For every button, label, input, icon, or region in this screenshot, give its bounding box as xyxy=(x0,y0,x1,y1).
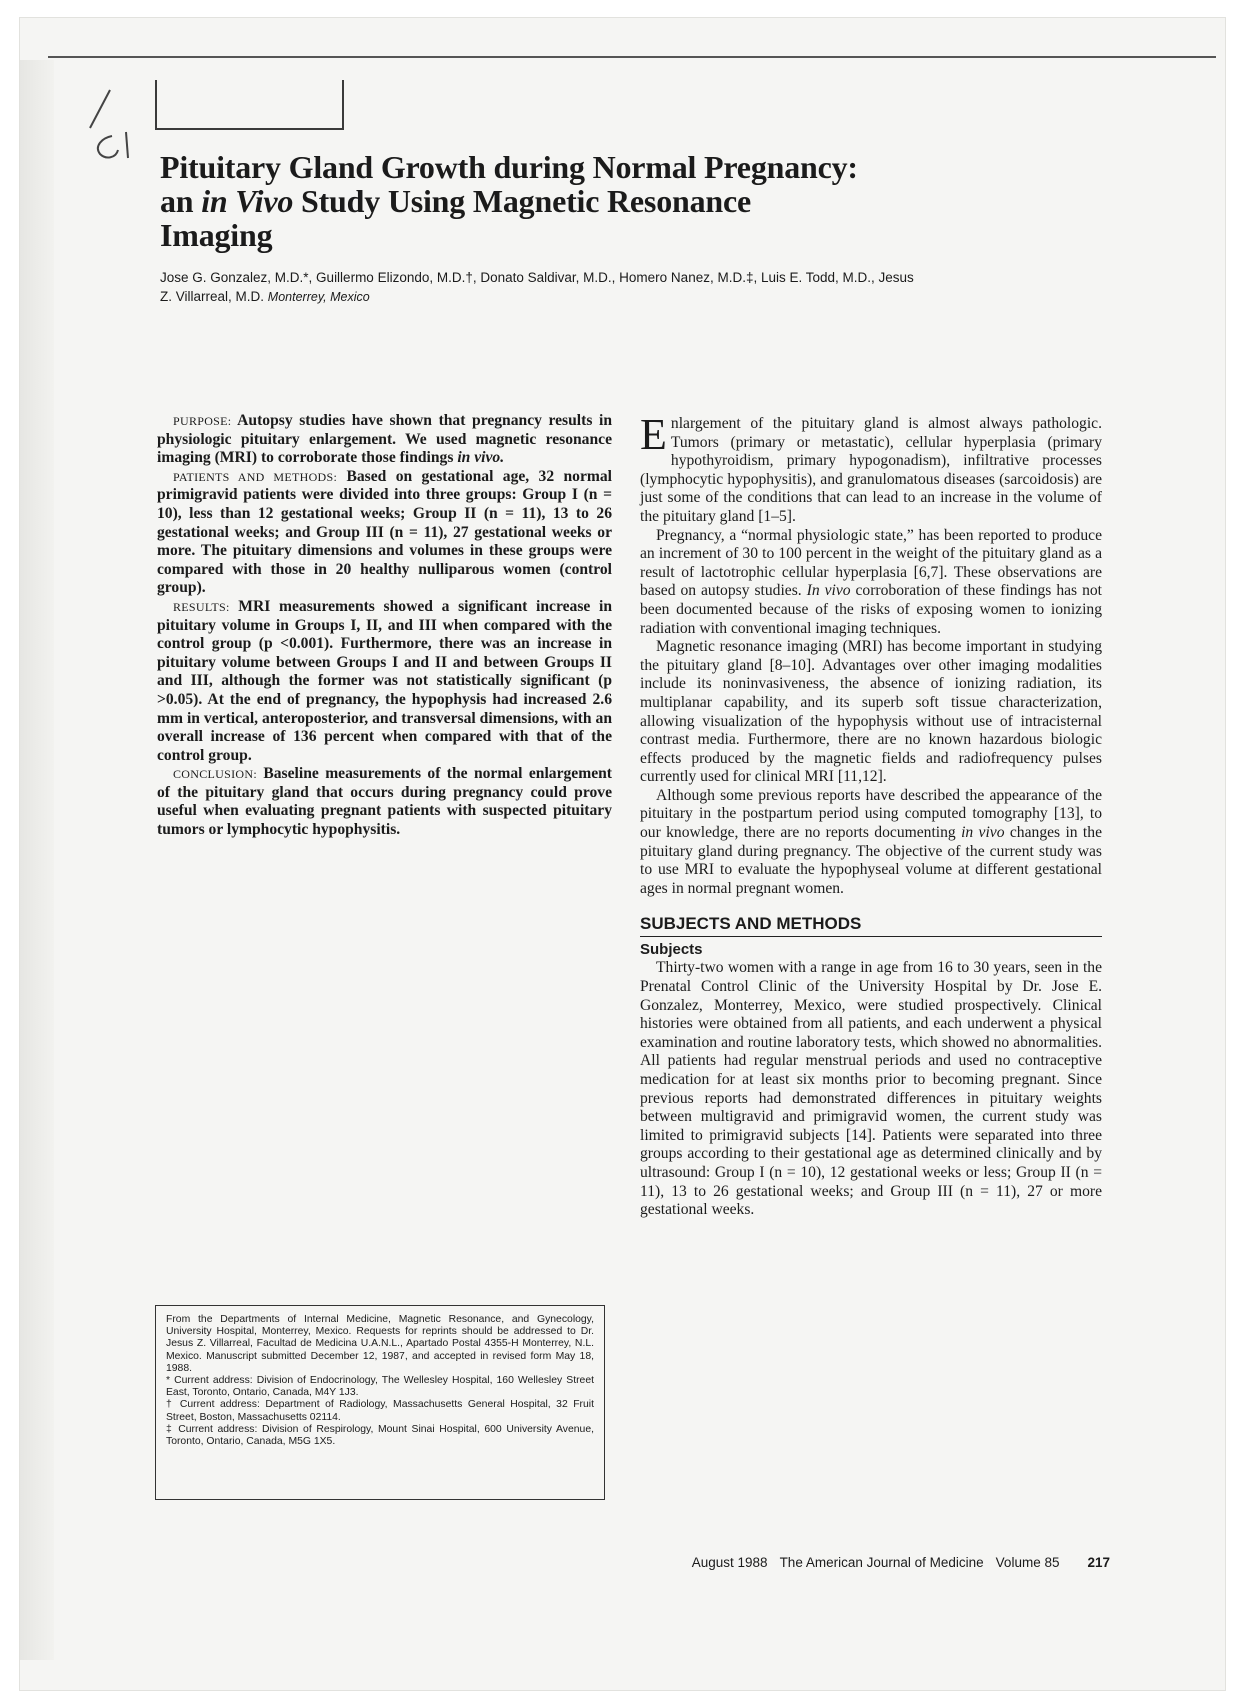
footer-journal: The American Journal of Medicine xyxy=(779,1555,984,1570)
header-rule xyxy=(48,56,1216,58)
p4-text-a: Although some previous reports have described the appearance of the pituitary in the postpartum period using computed tomography [13], to our knowledge, there are no reports documenting xyxy=(640,786,1102,842)
title-line-3: Imaging xyxy=(160,217,273,253)
p2-text-b: corroboration of these findings has not been documented because of the risks of exposing women to ionizing radiation with conventional imaging techniques. xyxy=(640,582,1102,637)
abstract-results xyxy=(157,598,612,765)
author-location: Monterrey, Mexico xyxy=(267,290,370,304)
footnote-affiliation: From the Departments of Internal Medicine, Magnetic Resonance, and Gynecology, University Hospital, Monterrey, Mexico. Requests for reprints should be addressed to Dr. Jesus Z. Villarreal, Facultad de Medicina U.A.N.L., Apartado Postal 4355-H Monterrey, N.L. Mexico. Manuscript submitted December 12, 1987, and accepted in revised form May 18, 1988. xyxy=(166,1314,594,1374)
abstract-methods xyxy=(157,468,612,598)
conclusion-label: CONCLUSION: xyxy=(173,767,257,782)
footnote-note-1: * Current address: Division of Endocrinology, The Wellesley Hospital, 160 Wellesley Street East, Toronto, Ontario, Canada, M4Y 1J3. xyxy=(166,1375,594,1399)
purpose-text: Autopsy studies have shown that pregnancy results in physiologic pituitary enlargement. We used magnetic resonance imaging (MRI) to corroborate those findings xyxy=(157,412,612,467)
footer-date: August 1988 xyxy=(691,1555,768,1570)
drop-cap: E xyxy=(640,410,667,459)
p2-text-em: In vivo xyxy=(806,582,851,600)
results-label: RESULTS: xyxy=(173,599,230,614)
conclusion-text: Baseline measurements of the normal enlargement of the pituitary gland that occurs during pregnancy could prove useful when evaluating pregnant patients with suspected pituitary tumors or lymphocytic hypophysitis. xyxy=(157,765,612,839)
footnote-note-3: ‡ Current address: Division of Respirology, Mount Sinai Hospital, 600 University Avenue, Toronto, Ontario, Canada, M5G 1X5. xyxy=(166,1423,594,1448)
title-line-1: Pituitary Gland Growth during Normal Pregnancy: xyxy=(160,149,858,185)
page-footer xyxy=(640,1555,1110,1570)
p1-text: nlargement of the pituitary gland is almost always pathologic. Tumors (primary or metastatic), cellular hyperplasia (primary hypothyroidism, primary hypogonadism), infiltrative processes (lymphocytic hypophysitis), and granulomatous diseases (sarcoidosis) are just some of the conditions that can lead to an increase in the volume of the pituitary gland [1–5]. xyxy=(640,415,1102,525)
methods-text: Based on gestational age, 32 normal primigravid patients were divided into three groups: Group I (n = 10), less than 12 gestational weeks; Group II (n = 11), 13 to 26 gestational weeks; and Group III (n = 11), 27 gestational weeks or more. The pituitary dimensions and volumes in these groups were compared with those in 20 healthy nulliparous women (control group). xyxy=(157,467,612,597)
section-heading: SUBJECTS AND METHODS xyxy=(640,914,1102,937)
footnote-box xyxy=(155,1305,605,1500)
p4-text-em: in vivo xyxy=(961,824,1005,842)
body-paragraph-5: Thirty-two women with a range in age from 16 to 30 years, seen in the Prenatal Control Clinic of the University Hospital by Dr. Jose E. Gonzalez, Monterrey, Mexico, were studied prospectively. Clinical histories were obtained from all patients, and each underwent a physical examination and routine laboratory tests, which showed no abnormalities. All patients had regular menstrual periods and used no contraceptive medication for at least six months prior to becoming pregnant. Since previous reports had demonstrated differences in pituitary weights between multigravid and primigravid women, the current study was limited to primigravid subjects [14]. Patients were separated into three groups according to their gestational age as determined clinically and by ultrasound: Group I (n = 10), 12 gestational weeks or less; Group II (n = 11), 13 to 26 gestational weeks; and Group III (n = 11), 27 or more gestational weeks. xyxy=(640,959,1102,1219)
methods-label: PATIENTS AND METHODS: xyxy=(173,469,338,484)
p4-text-b: changes in the pituitary gland during pregnancy. The objective of the current study was to use MRI to evaluate the hypophyseal volume at different gestational ages in normal pregnant women. xyxy=(640,824,1102,897)
stamp-bracket xyxy=(155,80,344,130)
abstract xyxy=(157,412,612,840)
purpose-label: PURPOSE: xyxy=(173,414,232,428)
page-number: 217 xyxy=(1087,1555,1110,1570)
authors-text: Jose G. Gonzalez, M.D.*, Guillermo Elizondo, M.D.†, Donato Saldivar, M.D., Homero Nanez, M.D.‡, Luis E. Todd, M.D., Jesus Z. Villarreal, M.D. xyxy=(160,270,914,304)
purpose-text-em: in vivo. xyxy=(457,449,505,467)
title-line-2-pre: an xyxy=(160,183,202,219)
results-text: MRI measurements showed a significant increase in pituitary volume in Groups I, II, and III when compared with the control group (p <0.001). Furthermore, there was an increase in pituitary volume between Groups I and II and between Groups II and III, although the former was not statistically significant (p >0.05). At the end of pregnancy, the hypophysis had increased 2.6 mm in vertical, anteroposterior, and transversal dimensions, with an overall increase of 136 percent when compared with that of the control group. xyxy=(157,597,612,764)
body-column xyxy=(640,410,1102,1220)
body-paragraph-1 xyxy=(640,410,1102,527)
handwritten-annotation xyxy=(82,88,152,178)
footer-volume: Volume 85 xyxy=(995,1555,1060,1570)
title-line-2-em: in Vivo xyxy=(201,183,294,219)
body-paragraph-4 xyxy=(640,787,1102,899)
abstract-purpose xyxy=(157,412,612,468)
p2-text-a: Pregnancy, a “normal physiologic state,” has been reported to produce an increment of 30 to 100 percent in the weight of the pituitary gland as a result of lactotrophic cellular hyperplasia [6,7]. These observations are based on autopsy studies. xyxy=(640,526,1102,600)
abstract-conclusion xyxy=(157,765,612,839)
article-title xyxy=(160,150,980,252)
title-line-2-post: Study Using Magnetic Resonance xyxy=(293,183,751,219)
body-paragraph-3: Magnetic resonance imaging (MRI) has become important in studying the pituitary gland [8–10]. Advantages over other imaging modalities include its noninvasiveness, the absence of ionizing radiation, its multiplanar capability, and its superb soft tissue characterization, allowing visualization of the hypophysis without use of intracisternal contrast media. Furthermore, there are no known hazardous biologic effects produced by the magnetic fields and radiofrequency pulses currently used for clinical MRI [11,12]. xyxy=(640,638,1102,786)
body-paragraph-2 xyxy=(640,527,1102,639)
scan-shadow xyxy=(20,60,54,1660)
author-list xyxy=(160,268,920,307)
footnote-note-2: † Current address: Department of Radiology, Massachusetts General Hospital, 32 Fruit Street, Boston, Massachusetts 02114. xyxy=(166,1399,594,1423)
subsection-heading: Subjects xyxy=(640,941,703,959)
